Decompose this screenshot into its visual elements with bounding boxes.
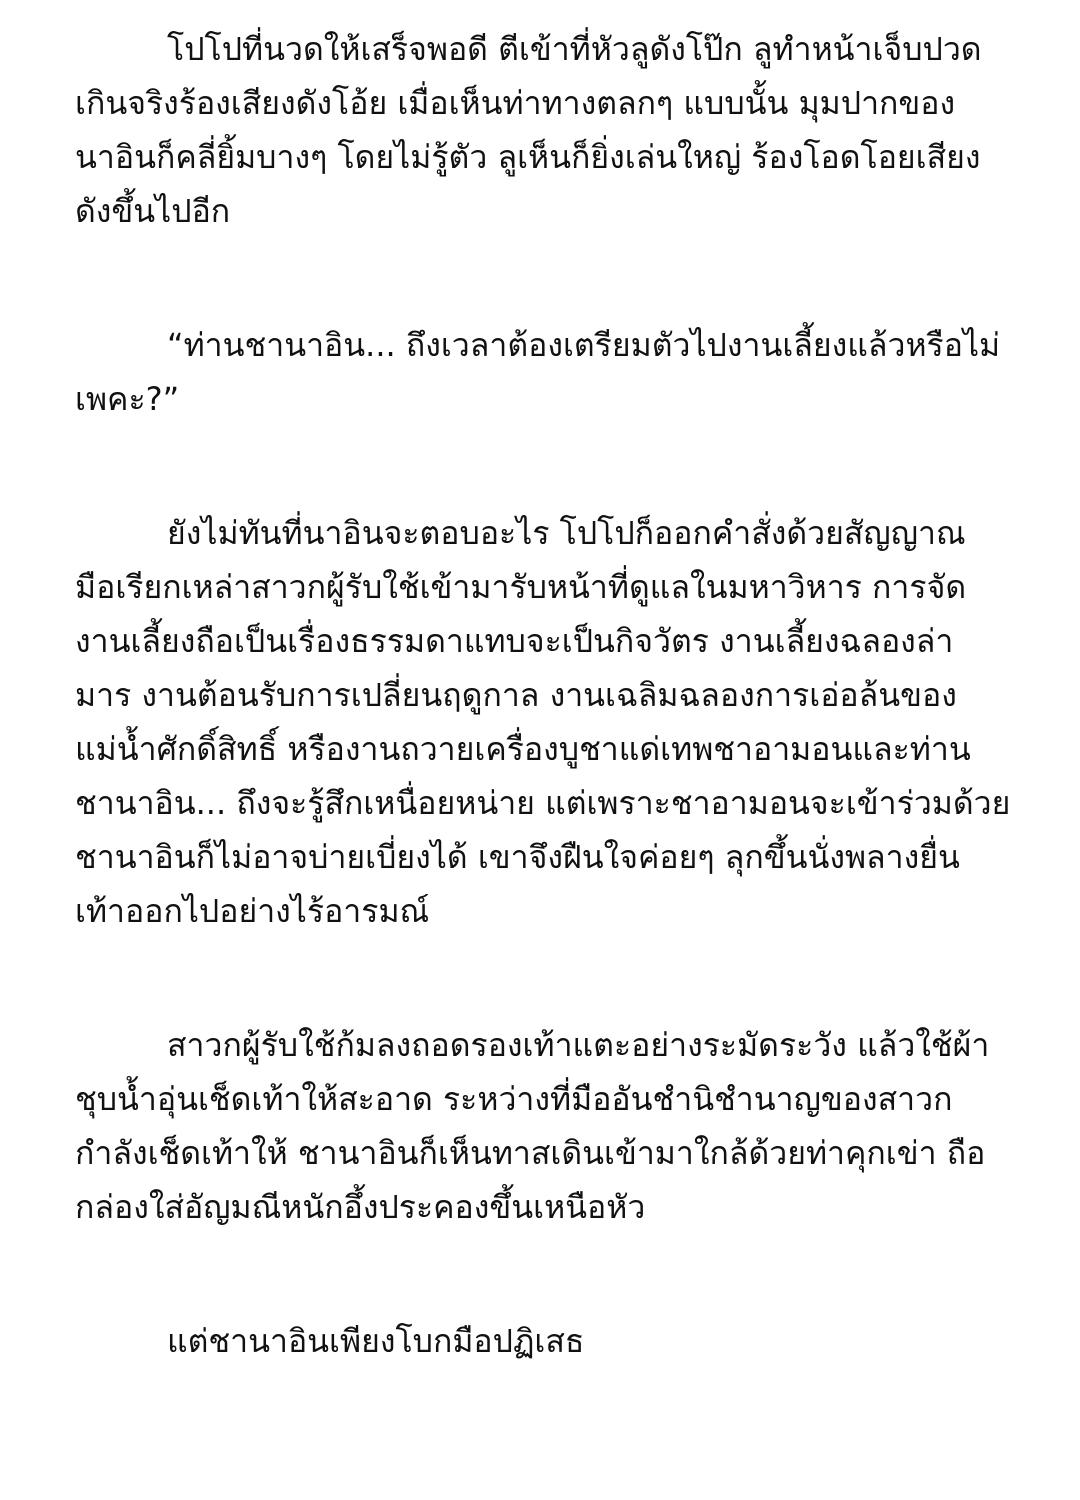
paragraph-spacer xyxy=(75,238,1020,318)
text-line: มาร งานต้อนรับการเปลี่ยนฤดูกาล งานเฉลิมฉลองการเอ่อล้นของ xyxy=(75,676,957,714)
text-line: แม่น้ำศักดิ์สิทธิ์ หรืองานถวายเครื่องบูชาแด่เทพชาอามอนและท่าน xyxy=(75,730,971,768)
text-line: มือเรียกเหล่าสาวกผู้รับใช้เข้ามารับหน้าที่ดูแลในมหาวิหาร การจัด xyxy=(75,568,967,606)
paragraph-2 xyxy=(75,318,1020,426)
text-line: แต่ชานาอินเพียงโบกมือปฏิเสธ xyxy=(167,1322,585,1360)
paragraph-spacer xyxy=(75,426,1020,506)
paragraph-spacer xyxy=(75,1234,1020,1314)
paragraph-3 xyxy=(75,506,1020,938)
text-line: “ท่านชานาอิน... ถึงเวลาต้องเตรียมตัวไปงานเลี้ยงแล้วหรือไม่ xyxy=(167,326,1001,364)
text-line: เท้าออกไปอย่างไร้อารมณ์ xyxy=(75,892,430,930)
text-line: นาอินก็คลี่ยิ้มบางๆ โดยไม่รู้ตัว ลูเห็นก็ยิ่งเล่นใหญ่ ร้องโอดโอยเสียง xyxy=(75,138,981,176)
paragraph-5 xyxy=(75,1314,1020,1368)
text-line: ยังไม่ทันที่นาอินจะตอบอะไร โปโปก็ออกคำสั่งด้วยสัญญาณ xyxy=(167,514,966,552)
paragraph-1 xyxy=(75,22,1020,238)
text-line: ดังขึ้นไปอีก xyxy=(75,192,231,230)
paragraph-spacer xyxy=(75,938,1020,1018)
text-line: เกินจริงร้องเสียงดังโอ้ย เมื่อเห็นท่าทางตลกๆ แบบนั้น มุมปากของ xyxy=(75,84,956,122)
text-line: เพคะ?” xyxy=(75,380,180,418)
text-line: ชานาอินก็ไม่อาจบ่ายเบี่ยงได้ เขาจึงฝืนใจค่อยๆ ลุกขึ้นนั่งพลางยื่น xyxy=(75,838,960,876)
document-page xyxy=(75,22,1020,1368)
text-line: ชานาอิน... ถึงจะรู้สึกเหนื่อยหน่าย แต่เพราะชาอามอนจะเข้าร่วมด้วย xyxy=(75,784,1011,822)
text-line: กำลังเช็ดเท้าให้ ชานาอินก็เห็นทาสเดินเข้ามาใกล้ด้วยท่าคุกเข่า ถือ xyxy=(75,1134,986,1172)
text-line: ชุบน้ำอุ่นเช็ดเท้าให้สะอาด ระหว่างที่มืออันชำนิชำนาญของสาวก xyxy=(75,1080,953,1118)
text-line: งานเลี้ยงถือเป็นเรื่องธรรมดาแทบจะเป็นกิจวัตร งานเลี้ยงฉลองล่า xyxy=(75,622,954,660)
paragraph-4 xyxy=(75,1018,1020,1234)
text-line: กล่องใส่อัญมณีหนักอึ้งประคองขึ้นเหนือหัว xyxy=(75,1188,646,1226)
text-line: โปโปที่นวดให้เสร็จพอดี ตีเข้าที่หัวลูดังโป๊ก ลูทำหน้าเจ็บปวด xyxy=(167,30,982,68)
text-line: สาวกผู้รับใช้ก้มลงถอดรองเท้าแตะอย่างระมัดระวัง แล้วใช้ผ้า xyxy=(167,1026,990,1064)
